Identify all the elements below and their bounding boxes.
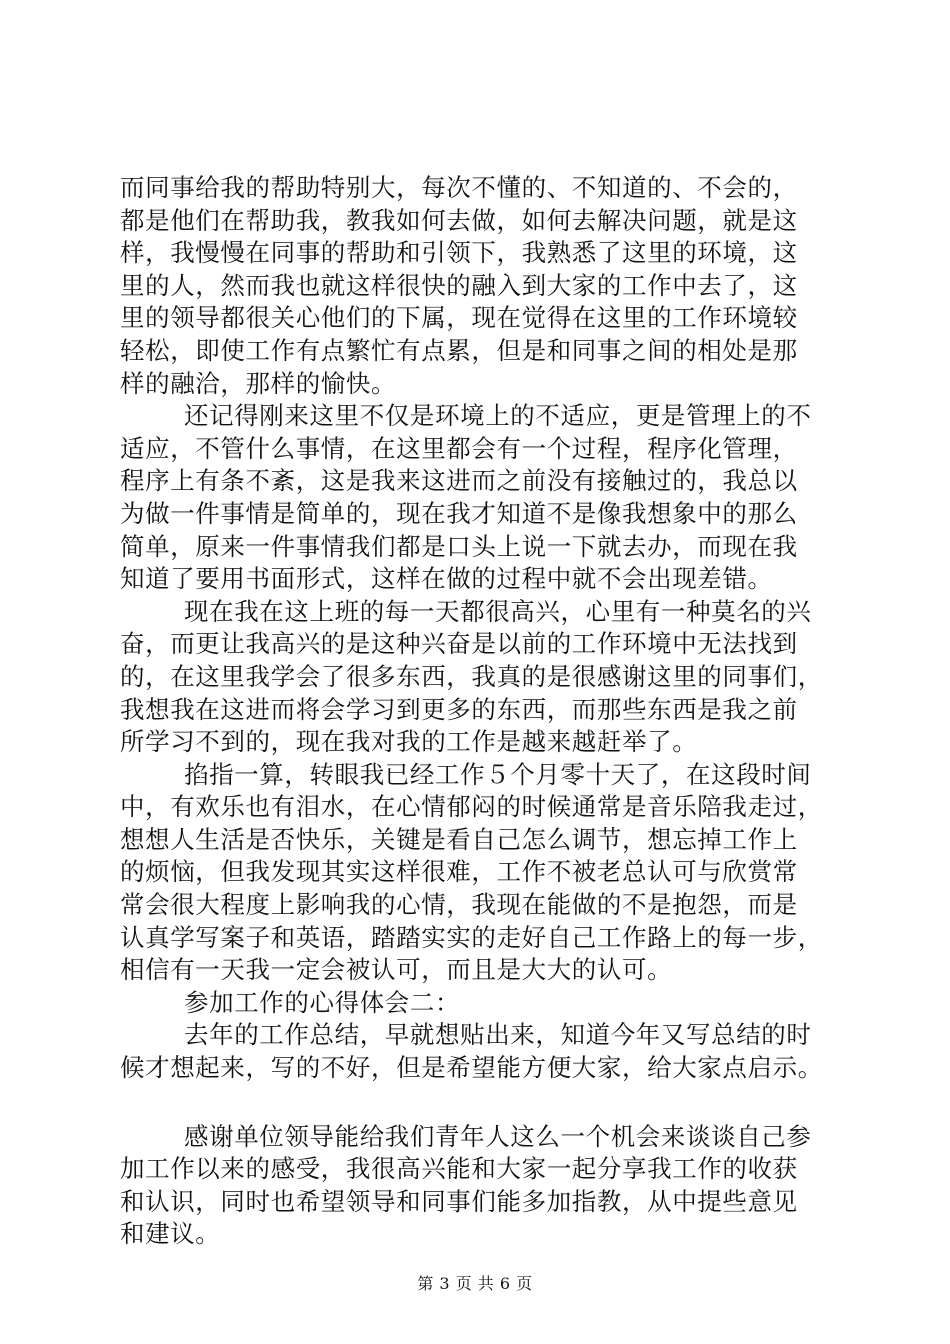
text-line: 和建议。 bbox=[120, 1219, 221, 1249]
text-line: 都是他们在帮助我，教我如何去做，如何去解决问题，就是这 bbox=[120, 205, 798, 235]
text-line: 知道了要用书面形式，这样在做的过程中就不会出现差错。 bbox=[120, 564, 773, 594]
document-body bbox=[120, 172, 850, 1251]
text-line: 感谢单位领导能给我们青年人这么一个机会来谈谈自己参 bbox=[184, 1121, 812, 1151]
text-line: 我想我在这进而将会学习到更多的东西，而那些东西是我之前 bbox=[120, 694, 798, 724]
paragraph-p4 bbox=[120, 759, 850, 987]
text-line: 的，在这里我学会了很多东西，我真的是很感谢这里的同事们， bbox=[120, 661, 823, 691]
text-line: 中，有欢乐也有泪水，在心情郁闷的时候通常是音乐陪我走过， bbox=[120, 792, 823, 822]
paragraph-p6 bbox=[120, 1019, 850, 1084]
text-line: 还记得刚来这里不仅是环境上的不适应，更是管理上的不 bbox=[184, 401, 812, 431]
text-line: 和认识，同时也希望领导和同事们能多加指教，从中提些意见 bbox=[120, 1186, 798, 1216]
text-line: 里的人，然而我也就这样很快的融入到大家的工作中去了，这 bbox=[120, 270, 798, 300]
text-line: 程序上有条不紊，这是我来这进而之前没有接触过的，我总以 bbox=[120, 466, 798, 496]
text-line: 常会很大程度上影响我的心情，我现在能做的不是抱怨，而是 bbox=[120, 890, 798, 920]
text-line: 去年的工作总结，早就想贴出来，知道今年又写总结的时 bbox=[184, 1020, 812, 1050]
text-line: 简单，原来一件事情我们都是口头上说一下就去办，而现在我 bbox=[120, 531, 798, 561]
text-line: 所学习不到的，现在我对我的工作是越来越赶举了。 bbox=[120, 727, 698, 757]
text-line: 样，我慢慢在同事的帮助和引领下，我熟悉了这里的环境，这 bbox=[120, 238, 798, 268]
text-line: 的烦恼，但我发现其实这样很难，工作不被老总认可与欣赏常 bbox=[120, 857, 798, 887]
text-line: 参加工作的心得体会二： bbox=[184, 987, 461, 1017]
paragraph-p5 bbox=[120, 987, 850, 1020]
text-line: 认真学写案子和英语，踏踏实实的走好自己工作路上的每一步， bbox=[120, 922, 823, 952]
text-line: 掐指一算，转眼我已经工作５个月零十天了，在这段时间 bbox=[184, 759, 812, 789]
text-line: 现在我在这上班的每一天都很高兴，心里有一种莫名的兴 bbox=[184, 596, 812, 626]
paragraph-gap bbox=[120, 1085, 850, 1121]
paragraph-p2 bbox=[120, 400, 850, 596]
text-line: 加工作以来的感受，我很高兴能和大家一起分享我工作的收获 bbox=[120, 1154, 798, 1184]
text-line: 轻松，即使工作有点繁忙有点累，但是和同事之间的相处是那 bbox=[120, 335, 798, 365]
text-line: 样的融洽，那样的愉快。 bbox=[120, 368, 397, 398]
text-line: 里的领导都很关心他们的下属，现在觉得在这里的工作环境较 bbox=[120, 303, 798, 333]
text-line: 为做一件事情是简单的，现在我才知道不是像我想象中的那么 bbox=[120, 498, 798, 528]
page-footer: 第 3 页 共 6 页 bbox=[417, 1274, 533, 1293]
paragraph-p7 bbox=[120, 1121, 850, 1251]
text-line: 候才想起来，写的不好，但是希望能方便大家，给大家点启示。 bbox=[120, 1053, 823, 1083]
text-line: 奋，而更让我高兴的是这种兴奋是以前的工作环境中无法找到 bbox=[120, 629, 798, 659]
paragraph-p1 bbox=[120, 172, 850, 400]
paragraph-p3 bbox=[120, 596, 850, 759]
text-line: 适应，不管什么事情，在这里都会有一个过程，程序化管理， bbox=[120, 433, 798, 463]
text-line: 相信有一天我一定会被认可，而且是大大的认可。 bbox=[120, 955, 673, 985]
text-line: 而同事给我的帮助特别大，每次不懂的、不知道的、不会的， bbox=[120, 173, 798, 202]
text-line: 想想人生活是否快乐，关键是看自己怎么调节，想忘掉工作上 bbox=[120, 824, 798, 854]
